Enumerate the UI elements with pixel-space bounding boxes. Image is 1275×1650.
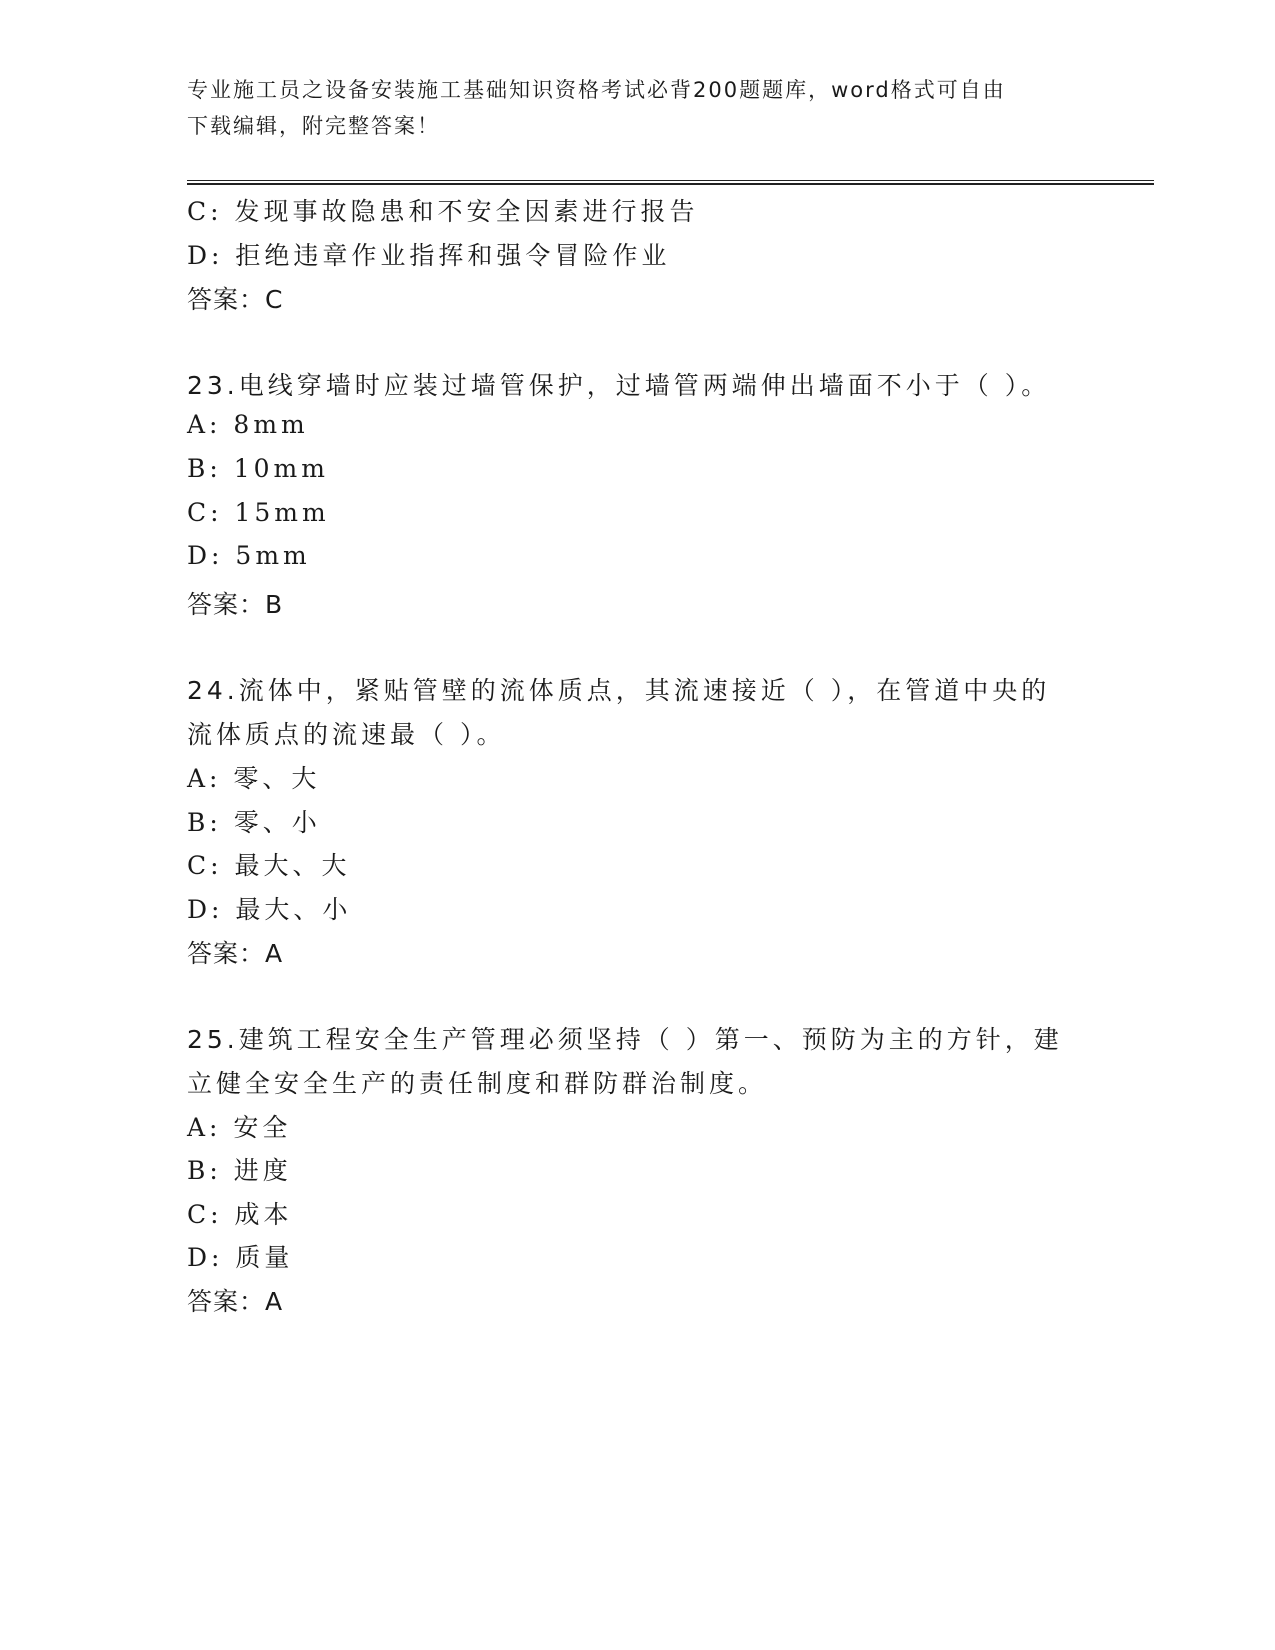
question-25-option-a: A: 安全 — [187, 1113, 292, 1142]
question-25-option-c: C: 成本 — [187, 1200, 293, 1229]
question-24-option-c: C: 最大、大 — [187, 851, 351, 880]
question-25-option-b: B: 进度 — [187, 1156, 292, 1185]
prev-option-d: D: 拒绝违章作业指挥和强令冒险作业 — [187, 241, 671, 270]
header-line-2: 下载编辑，附完整答案！ — [187, 114, 440, 138]
question-25-option-d: D: 质量 — [187, 1243, 294, 1272]
question-23-option-d: D: 5mm — [187, 541, 311, 570]
question-25-stem-line-2: 立健全安全生产的责任制度和群防群治制度。 — [187, 1069, 768, 1098]
question-23-option-b: B: 10mm — [187, 454, 329, 483]
header-divider-thin — [187, 180, 1154, 181]
question-24-option-b: B: 零、小 — [187, 808, 321, 837]
question-24-stem-line-2: 流体质点的流速最（ ）。 — [187, 720, 506, 749]
document-header — [187, 72, 1067, 144]
question-23-option-c: C: 15mm — [187, 498, 330, 527]
header-divider-thick — [187, 183, 1154, 185]
question-23-stem-line-1: 23.电线穿墙时应装过墙管保护，过墙管两端伸出墙面不小于（ ）。 — [187, 371, 1051, 400]
question-23-option-a: A: 8mm — [187, 410, 309, 439]
question-24-option-d: D: 最大、小 — [187, 895, 352, 924]
prev-answer: 答案：C — [187, 285, 284, 314]
question-24-stem-line-1: 24.流体中，紧贴管壁的流体质点，其流速接近（ ），在管道中央的 — [187, 676, 1051, 705]
header-line-1: 专业施工员之设备安装施工基础知识资格考试必背200题题库，word格式可自由 — [187, 78, 1006, 102]
question-24-option-a: A: 零、大 — [187, 764, 321, 793]
question-23-answer: 答案：B — [187, 590, 284, 619]
question-25-stem-line-1: 25.建筑工程安全生产管理必须坚持（ ）第一、预防为主的方针，建 — [187, 1025, 1063, 1054]
question-25-answer: 答案：A — [187, 1287, 284, 1316]
question-24-answer: 答案：A — [187, 939, 284, 968]
prev-option-c: C: 发现事故隐患和不安全因素进行报告 — [187, 197, 699, 226]
